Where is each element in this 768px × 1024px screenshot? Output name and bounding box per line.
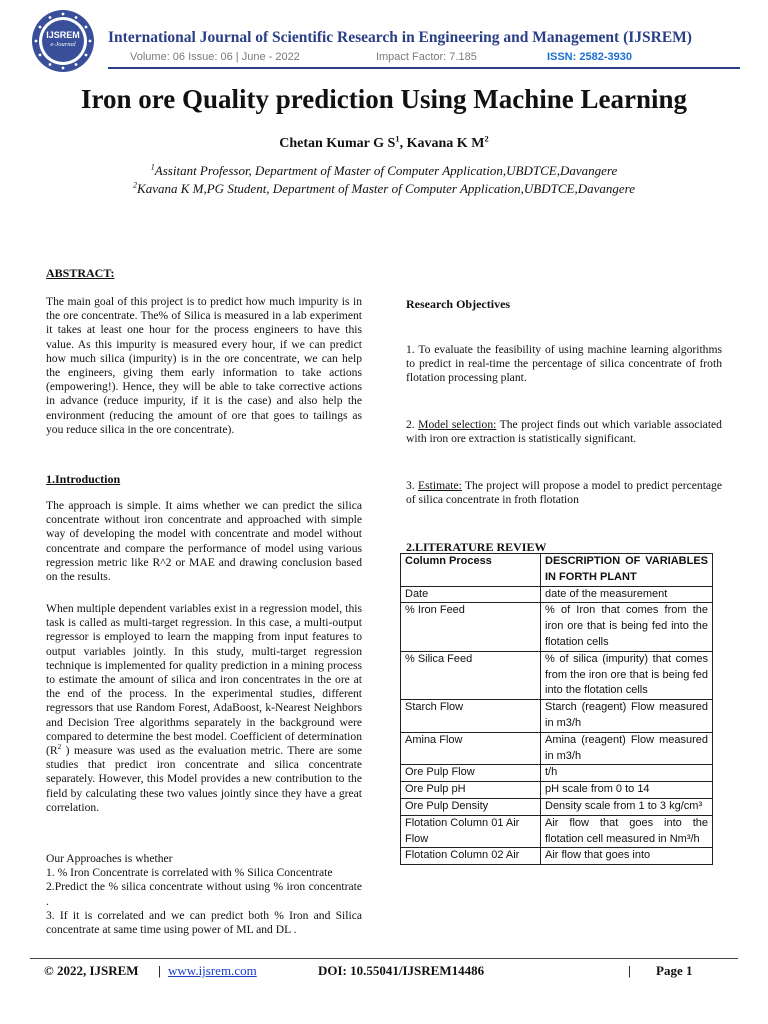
impact-factor: Impact Factor: 7.185 [375, 51, 477, 63]
table-row [401, 732, 713, 765]
journal-meta [130, 51, 632, 63]
cell-description: % of Iron that comes from the iron ore that is being fed into the flotation cells [541, 603, 713, 651]
approach-item-2: 2.Predict the % silica concentrate without using % iron concentrate . [46, 880, 362, 908]
cell-description: pH scale from 0 to 14 [541, 782, 713, 799]
author-2: , Kavana K M [399, 136, 485, 151]
objective-1: 1. To evaluate the feasibility of using machine learning algorithms to predict in real-time the percentage of silica concentrate of froth flotation processing plant. [406, 343, 722, 385]
footer-separator: | [158, 963, 161, 978]
objective-3-label: Estimate: [418, 479, 462, 492]
footer-separator: | [628, 963, 631, 978]
logo-subtext: e-Journal [50, 41, 76, 48]
objective-3-text: The project will propose a model to predict percentage of silica concentrate in froth flotation [406, 479, 723, 507]
introduction-heading: 1.Introduction [46, 472, 121, 486]
cell-description: Starch (reagent) Flow measured in m3/h [541, 700, 713, 733]
cell-description: Air flow that goes into [541, 848, 713, 865]
column-header-description: DESCRIPTION OF VARIABLES IN FORTH PLANT [541, 554, 713, 587]
cell-column-process: Ore Pulp pH [401, 782, 541, 799]
footer-doi: DOI: 10.55041/IJSREM14486 [318, 963, 485, 978]
affiliation-2 [0, 181, 768, 197]
abstract-text: The main goal of this project is to predict how much impurity is in the ore concentrate. The% of Silica is measured in a lab experiment it takes at least one hour for the process engineers to have this value. As this impurity is measured every hour, if we can predict how much silica (impurity) is in the ore concentrate, we can help the engineers, giving them early information to take actions (empowering!). Hence, they will be able to take corrective actions in advance (reduce impurity, if it is the case) and also help the environment (reducing the amount of ore that goes to tailings as you reduce silica in the ore concentrate). [46, 295, 362, 436]
cell-description: Amina (reagent) Flow measured in m3/h [541, 732, 713, 765]
author-1: Chetan Kumar G S [279, 136, 396, 151]
approaches-list [46, 852, 362, 937]
cell-column-process: Ore Pulp Density [401, 798, 541, 815]
issn: ISSN: 2582-3930 [546, 51, 632, 63]
table-row [401, 765, 713, 782]
author-1-sup: 1 [395, 133, 400, 144]
approach-item-1: 1. % Iron Concentrate is correlated with % Silica Concentrate [46, 866, 333, 880]
table-row [401, 782, 713, 799]
literature-table [400, 553, 713, 865]
volume-info: Volume: 06 Issue: 06 | June - 2022 [130, 51, 300, 63]
affiliation-2-sup: 2 [133, 180, 138, 190]
header-divider [108, 67, 740, 69]
objective-2-text: The project finds out which variable associated with iron ore extraction is statistically significant. [406, 418, 722, 446]
affiliation-1-sup: 1 [150, 162, 155, 172]
table-row [401, 651, 713, 699]
footer-divider [30, 958, 738, 959]
author-line [0, 133, 768, 152]
paper-title: Iron ore Quality prediction Using Machine Learning [80, 84, 688, 114]
footer-website-link[interactable]: www.ijsrem.com [168, 963, 257, 978]
journal-logo [30, 8, 96, 74]
table-row [401, 586, 713, 603]
table-header-row [401, 554, 713, 587]
approach-item-3: 3. If it is correlated and we can predict both % Iron and Silica concentrate at same time using power of ML and DL . [46, 908, 362, 937]
objective-2-prefix: 2. [406, 418, 419, 431]
cell-column-process: % Iron Feed [401, 603, 541, 651]
introduction-p2-part-b: ) measure was used as the evaluation metric. There are some studies that predict iron concentrate and silica concentrate separately. However, this Model provides a new contribution to the field by calculating these two values jointly since they have a great correlation. [46, 744, 362, 814]
table-row [401, 603, 713, 651]
introduction-p2-part-a: When multiple dependent variables exist in a regression model, this task is called as multi-target regression. In this case, a multi-output regressor is employed to learn the mapping from input features to output variables jointly. In this study, multi-target regression technique is implemented for quality prediction in a mining process to estimate the amount of silica and iron concentrates in the ore at the end of the process. In the experimental studies, different regressors that use Random Forest, AdaBoost, k-Nearest Neighbors and Decision Tree algorithms separately in the background were compared to determine the best model. Coefficient of determination (R [46, 602, 362, 758]
objective-3-prefix: 3. [406, 479, 419, 492]
footer-page-number: Page 1 [656, 963, 693, 978]
table-row [401, 815, 713, 848]
column-header-process: Column Process [401, 554, 541, 587]
introduction-paragraph-1: The approach is simple. It aims whether we can predict the silica concentrate without iron concentrate and approached with simple way of developing the model with concentrate and model without concentrate and compare the performance of model using various regression metric like R^2 or MAE and drawing conclusion based on the results. [46, 499, 362, 584]
affiliation-1-text: Assitant Professor, Department of Master of Computer Application,UBDTCE,Davangere [154, 163, 618, 178]
research-objectives-heading: Research Objectives [406, 297, 511, 311]
cell-column-process: Flotation Column 02 Air [401, 848, 541, 865]
literature-review-heading: 2.LITERATURE REVIEW [406, 540, 547, 554]
cell-description: % of silica (impurity) that comes from the iron ore that is being fed into the flotation cells [541, 651, 713, 699]
cell-description: t/h [541, 765, 713, 782]
objective-2-label: Model selection: [418, 418, 497, 431]
cell-description: Density scale from 1 to 3 kg/cm³ [541, 798, 713, 815]
approaches-lead: Our Approaches is whether [46, 852, 173, 865]
cell-column-process: Flotation Column 01 Air Flow [401, 815, 541, 848]
cell-description: date of the measurement [541, 586, 713, 603]
cell-column-process: % Silica Feed [401, 651, 541, 699]
table-row [401, 798, 713, 815]
objective-3 [406, 479, 722, 507]
logo-text: IJSREM [46, 30, 80, 40]
affiliation-1 [0, 163, 768, 179]
cell-description: Air flow that goes into the flotation cell measured in Nm³/h [541, 815, 713, 848]
table-row [401, 848, 713, 865]
cell-column-process: Amina Flow [401, 732, 541, 765]
objective-2 [406, 418, 722, 446]
cell-column-process: Starch Flow [401, 700, 541, 733]
abstract-heading: ABSTRACT: [46, 266, 115, 280]
cell-column-process: Ore Pulp Flow [401, 765, 541, 782]
journal-title: International Journal of Scientific Research in Engineering and Management (IJSREM) [108, 29, 692, 46]
footer-copyright: © 2022, IJSREM [44, 963, 139, 978]
affiliation-2-text: Kavana K M,PG Student, Department of Master of Computer Application,UBDTCE,Davangere [137, 181, 635, 196]
introduction-paragraph-2 [46, 602, 362, 815]
table-body [401, 586, 713, 865]
cell-column-process: Date [401, 586, 541, 603]
table-row [401, 700, 713, 733]
r-squared-sup: 2 [57, 743, 62, 752]
author-2-sup: 2 [484, 133, 489, 144]
